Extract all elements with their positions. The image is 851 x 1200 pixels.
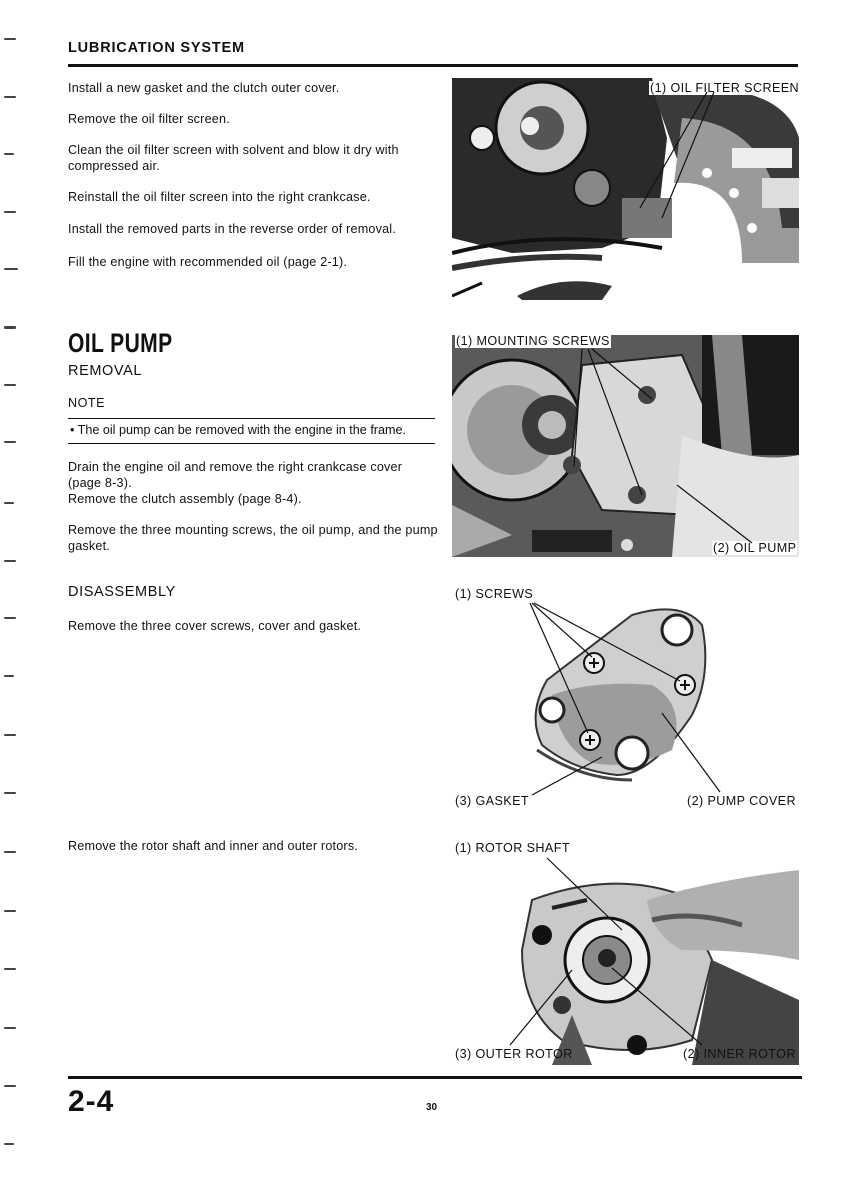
note-rule-top: [68, 418, 435, 419]
disassembly-step: Remove the rotor shaft and inner and outer rotors.: [68, 839, 359, 853]
fig4-callout-rotor-shaft: (1) ROTOR SHAFT: [455, 841, 570, 855]
intro-step: Install a new gasket and the clutch outer cover.: [68, 81, 340, 95]
removal-step: Remove the clutch assembly (page 8-4).: [68, 492, 302, 506]
removal-step: Drain the engine oil and remove the right crankcase cover (page 8-3).: [68, 460, 403, 490]
fig3-callout-gasket: (3) GASKET: [455, 794, 529, 808]
note-text: • The oil pump can be removed with the engine in the frame.: [70, 423, 407, 437]
intro-step: Install the removed parts in the reverse order of removal.: [68, 222, 396, 236]
fig2-leader-lines: [452, 335, 799, 557]
intro-step: Reinstall the oil filter screen into the right crankcase.: [68, 190, 371, 204]
disassembly-title: DISASSEMBLY: [68, 584, 176, 600]
chapter-heading: OIL PUMP: [68, 328, 173, 358]
page-number: 2-4: [68, 1085, 115, 1118]
intro-step: Clean the oil filter screen with solvent and blow it dry with compressed air.: [68, 143, 399, 173]
binding-marks: [0, 0, 30, 1200]
footer-rule: [68, 1076, 802, 1079]
disassembly-step: Remove the three cover screws, cover and gasket.: [68, 619, 362, 633]
note-rule-bottom: [68, 443, 435, 444]
folio-number: 30: [426, 1102, 438, 1113]
fig3-leader-lines: [452, 585, 799, 810]
fig2-callout-oil-pump: (2) OIL PUMP: [713, 541, 797, 555]
removal-title: REMOVAL: [68, 363, 143, 379]
fig4-callout-outer-rotor: (3) OUTER ROTOR: [455, 1047, 573, 1061]
fig1-leader-lines: [452, 78, 799, 303]
note-label: NOTE: [68, 396, 105, 410]
intro-step: Remove the oil filter screen.: [68, 112, 230, 126]
removal-step: Remove the three mounting screws, the oil pump, and the pump gasket.: [68, 523, 438, 553]
fig2-callout-mounting-screws: (1) MOUNTING SCREWS: [456, 334, 610, 348]
header-rule: [68, 64, 798, 67]
fig3-callout-screws: (1) SCREWS: [455, 587, 534, 601]
fig1-callout-oil-filter-screen: (1) OIL FILTER SCREEN: [650, 81, 800, 95]
intro-step: Fill the engine with recommended oil (page 2-1).: [68, 255, 348, 269]
fig3-callout-pump-cover: (2) PUMP COVER: [687, 794, 796, 808]
fig4-callout-inner-rotor: (2) INNER ROTOR: [683, 1047, 796, 1061]
fig4-leader-lines: [452, 840, 799, 1065]
section-title: LUBRICATION SYSTEM: [68, 40, 245, 56]
